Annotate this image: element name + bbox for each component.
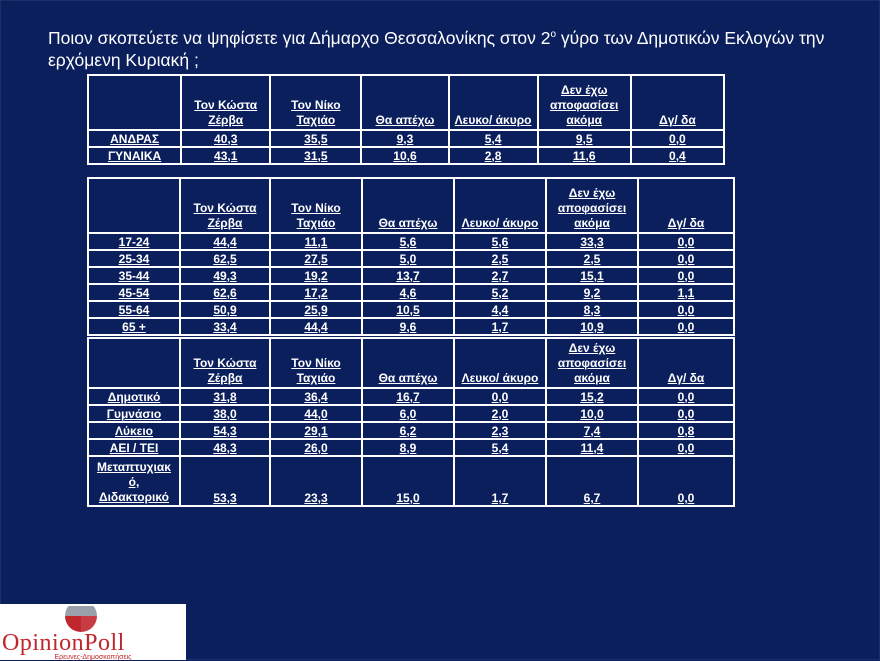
cell: 44,4 xyxy=(180,233,270,250)
cell: 6,7 xyxy=(546,456,638,506)
row-label: ΑΝΔΡΑΣ xyxy=(88,130,181,147)
header-blank-invalid: Λευκο/ άκυρο xyxy=(454,338,546,388)
cell: 5,6 xyxy=(362,233,454,250)
cell: 1,1 xyxy=(638,284,734,301)
table-row xyxy=(88,439,734,456)
cell: 11,4 xyxy=(546,439,638,456)
header-blank xyxy=(88,75,181,130)
table-row xyxy=(88,267,734,284)
cell: 0,0 xyxy=(638,439,734,456)
header-zervas: Τον Κώστα Ζέρβα xyxy=(180,338,270,388)
cell: 0,0 xyxy=(631,130,724,147)
cell: 62,6 xyxy=(180,284,270,301)
header-row xyxy=(88,338,734,388)
cell: 4,4 xyxy=(454,301,546,318)
cell: 8,9 xyxy=(362,439,454,456)
cell: 23,3 xyxy=(270,456,362,506)
cell: 17,2 xyxy=(270,284,362,301)
row-label: Μεταπτυχιακ ό, Διδακτορικό xyxy=(88,456,180,506)
cell: 2,3 xyxy=(454,422,546,439)
cell: 0,0 xyxy=(638,456,734,506)
table-row xyxy=(88,233,734,250)
header-abstain: Θα απέχω xyxy=(362,178,454,233)
row-label: 55-64 xyxy=(88,301,180,318)
table-row xyxy=(88,388,734,405)
row-label: 45-54 xyxy=(88,284,180,301)
cell: 0,0 xyxy=(638,301,734,318)
cell: 0,0 xyxy=(638,250,734,267)
cell: 35,5 xyxy=(270,130,361,147)
cell: 26,0 xyxy=(270,439,362,456)
cell: 5,0 xyxy=(362,250,454,267)
cell: 9,2 xyxy=(546,284,638,301)
cell: 27,5 xyxy=(270,250,362,267)
cell: 29,1 xyxy=(270,422,362,439)
cell: 31,8 xyxy=(180,388,270,405)
cell: 62,5 xyxy=(180,250,270,267)
cell: 6,0 xyxy=(362,405,454,422)
cell: 2,5 xyxy=(546,250,638,267)
cell: 10,9 xyxy=(546,318,638,335)
header-dk-na: Δγ/ δα xyxy=(638,178,734,233)
cell: 50,9 xyxy=(180,301,270,318)
cell: 0,0 xyxy=(638,405,734,422)
cell: 0,4 xyxy=(631,147,724,164)
table-row xyxy=(88,405,734,422)
cell: 0,0 xyxy=(638,233,734,250)
row-label: Λύκειο xyxy=(88,422,180,439)
logo-name: OpinionPoll xyxy=(2,630,125,656)
cell: 1,7 xyxy=(454,318,546,335)
cell: 2,7 xyxy=(454,267,546,284)
cell: 38,0 xyxy=(180,405,270,422)
header-dk-na: Δγ/ δα xyxy=(638,338,734,388)
table-row xyxy=(88,147,724,164)
cell: 11,1 xyxy=(270,233,362,250)
table-row xyxy=(88,456,734,506)
cell: 6,2 xyxy=(362,422,454,439)
cell: 1,7 xyxy=(454,456,546,506)
row-label: 17-24 xyxy=(88,233,180,250)
cell: 2,0 xyxy=(454,405,546,422)
cell: 36,4 xyxy=(270,388,362,405)
cell: 2,8 xyxy=(449,147,538,164)
header-row xyxy=(88,178,734,233)
row-label: 35-44 xyxy=(88,267,180,284)
cell: 2,5 xyxy=(454,250,546,267)
cell: 25,9 xyxy=(270,301,362,318)
table-row xyxy=(88,301,734,318)
header-zervas: Τον Κώστα Ζέρβα xyxy=(180,178,270,233)
cell: 0,0 xyxy=(454,388,546,405)
header-blank-invalid: Λευκο/ άκυρο xyxy=(449,75,538,130)
cell: 5,6 xyxy=(454,233,546,250)
cell: 15,1 xyxy=(546,267,638,284)
row-label: 25-34 xyxy=(88,250,180,267)
cell: 10,6 xyxy=(361,147,448,164)
header-blank xyxy=(88,178,180,233)
header-zervas: Τον Κώστα Ζέρβα xyxy=(181,75,270,130)
cell: 44,0 xyxy=(270,405,362,422)
age-table xyxy=(87,177,735,336)
cell: 9,3 xyxy=(361,130,448,147)
header-undecided: Δεν έχω αποφασίσει ακόμα xyxy=(538,75,631,130)
cell: 48,3 xyxy=(180,439,270,456)
header-abstain: Θα απέχω xyxy=(362,338,454,388)
row-label: Δημοτικό xyxy=(88,388,180,405)
header-dk-na: Δγ/ δα xyxy=(631,75,724,130)
cell: 9,5 xyxy=(538,130,631,147)
cell: 33,3 xyxy=(546,233,638,250)
header-tachiaos: Τον Νίκο Ταχιάο xyxy=(270,338,362,388)
cell: 5,4 xyxy=(454,439,546,456)
cell: 54,3 xyxy=(180,422,270,439)
cell: 53,3 xyxy=(180,456,270,506)
table-row xyxy=(88,130,724,147)
cell: 8,3 xyxy=(546,301,638,318)
header-tachiaos: Τον Νίκο Ταχιάο xyxy=(270,178,362,233)
cell: 0,0 xyxy=(638,267,734,284)
opinionpoll-logo xyxy=(0,604,186,660)
cell: 33,4 xyxy=(180,318,270,335)
cell: 49,3 xyxy=(180,267,270,284)
header-undecided: Δεν έχω αποφασίσει ακόμα xyxy=(546,338,638,388)
cell: 15,0 xyxy=(362,456,454,506)
cell: 5,4 xyxy=(449,130,538,147)
row-label: 65 + xyxy=(88,318,180,335)
table-row xyxy=(88,250,734,267)
table-row xyxy=(88,284,734,301)
cell: 0,0 xyxy=(638,318,734,335)
cell: 16,7 xyxy=(362,388,454,405)
cell: 40,3 xyxy=(181,130,270,147)
cell: 0,0 xyxy=(638,388,734,405)
header-row xyxy=(88,75,724,130)
education-table xyxy=(87,337,735,507)
cell: 5,2 xyxy=(454,284,546,301)
cell: 43,1 xyxy=(181,147,270,164)
cell: 11,6 xyxy=(538,147,631,164)
header-undecided: Δεν έχω αποφασίσει ακόμα xyxy=(546,178,638,233)
cell: 44,4 xyxy=(270,318,362,335)
row-label: Γυμνάσιο xyxy=(88,405,180,422)
row-label: ΓΥΝΑΙΚΑ xyxy=(88,147,181,164)
page-title: Ποιον σκοπεύετε να ψηφίσετε για Δήμαρχο Θεσσαλονίκης στον $2^o$ γύρο των Δημοτικών Εκλογών την ερχόμενη Κυριακή ; xyxy=(48,27,825,70)
header-abstain: Θα απέχω xyxy=(361,75,448,130)
cell: 15,2 xyxy=(546,388,638,405)
cell: 7,4 xyxy=(546,422,638,439)
row-label: ΑΕΙ / ΤΕΙ xyxy=(88,439,180,456)
cell: 0,8 xyxy=(638,422,734,439)
table-row xyxy=(88,318,734,335)
header-blank xyxy=(88,338,180,388)
logo-tagline: Ερευνες-Δημοσκοπήσεις xyxy=(54,654,132,661)
cell: 10,5 xyxy=(362,301,454,318)
header-tachiaos: Τον Νίκο Ταχιάο xyxy=(270,75,361,130)
gender-table xyxy=(87,74,725,165)
header-blank-invalid: Λευκο/ άκυρο xyxy=(454,178,546,233)
cell: 19,2 xyxy=(270,267,362,284)
cell: 10,0 xyxy=(546,405,638,422)
table-row xyxy=(88,422,734,439)
cell: 13,7 xyxy=(362,267,454,284)
cell: 9,6 xyxy=(362,318,454,335)
cell: 4,6 xyxy=(362,284,454,301)
cell: 31,5 xyxy=(270,147,361,164)
